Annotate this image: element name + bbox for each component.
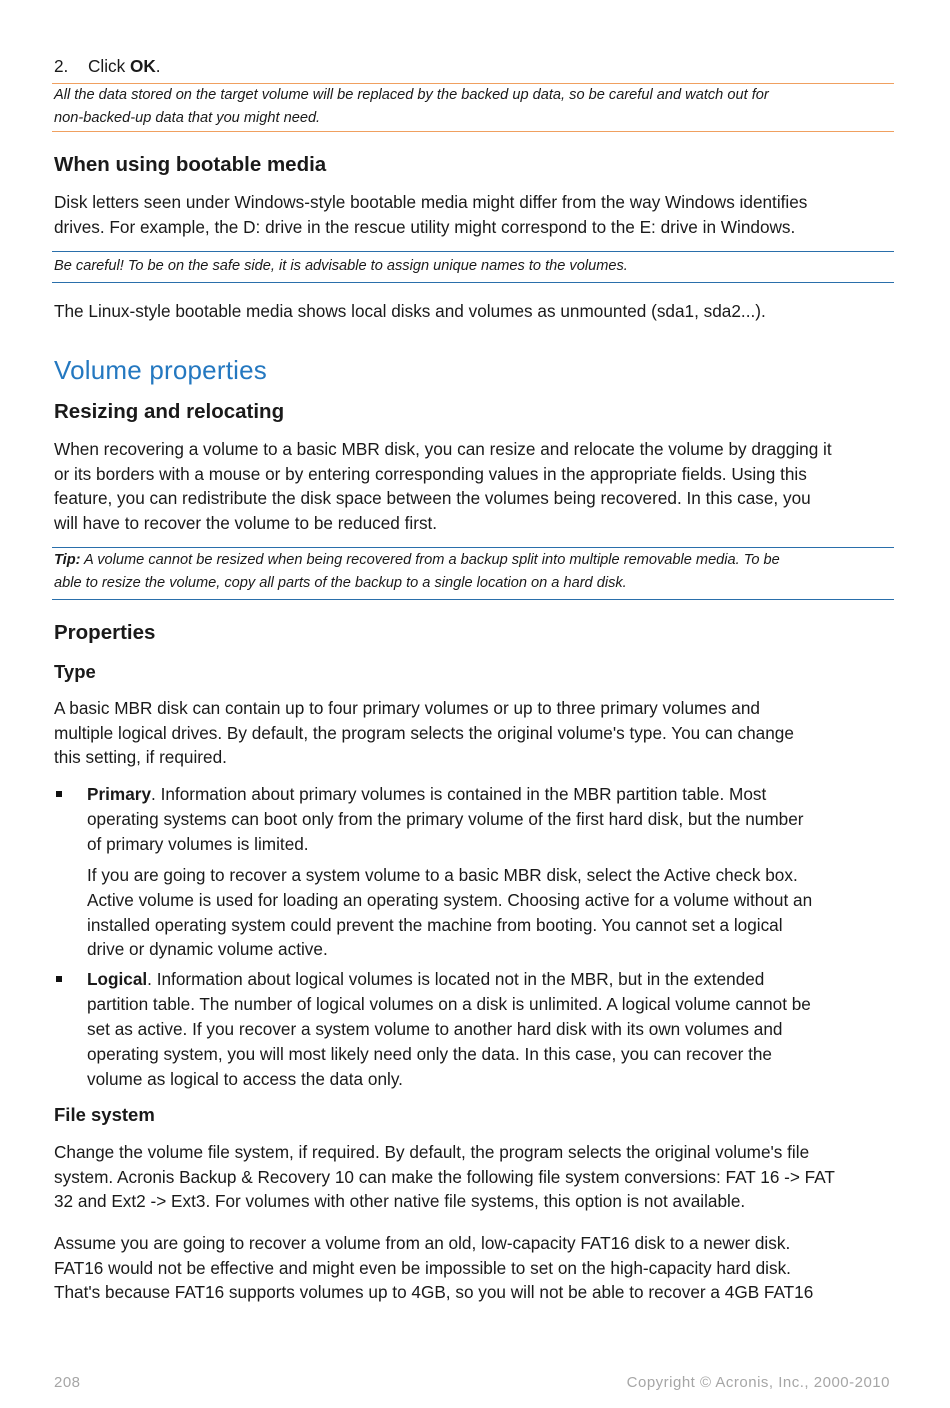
term-logical: Logical bbox=[87, 969, 148, 989]
note-line: All the data stored on the target volume will be replaced by the backed up data, so be careful and watch out for bbox=[54, 87, 769, 103]
term-primary: Primary bbox=[87, 784, 152, 804]
paragraph: The Linux-style bootable media shows local disks and volumes as unmounted (sda1, sda2...). bbox=[54, 301, 766, 321]
bullet-marker bbox=[56, 791, 62, 797]
paragraph: A basic MBR disk can contain up to four primary volumes or up to three primary volumes and multiple logical drives. By default, the program selects the original volume's type. You can change this setting, if required. bbox=[54, 698, 794, 768]
note-line: non-backed-up data that you might need. bbox=[54, 110, 321, 126]
copyright-notice: Copyright © Acronis, Inc., 2000-2010 bbox=[626, 1374, 890, 1391]
paragraph: Assume you are going to recover a volume from an old, low-capacity FAT16 disk to a newer disk. FAT16 would not be effective and might even be impossible to set on the high-capacity hard disk. That's because FAT16 supports volumes up to 4GB, so you will not be able to recover a 4GB FAT16 bbox=[54, 1233, 814, 1303]
paragraph: Disk letters seen under Windows-style bootable media might differ from the way Windows identifies drives. For example, the D: drive in the rescue utility might correspond to the E: drive in Windows. bbox=[54, 192, 808, 237]
step-ok-label: OK bbox=[130, 56, 156, 76]
subsection-heading: File system bbox=[54, 1104, 155, 1125]
list-item: Primary. Information about primary volumes is contained in the MBR partition table. Most operating systems can boot only from the primary volume of the first hard disk, but the number of primary volumes is limited. If you are going to recover a system volume to a basic MBR disk, select the Active check box. Active volume is used for loading an operating system. Choosing active for a volume without an installed operating system could prevent the machine from booting. You cannot set a logical drive or dynamic volume active. bbox=[54, 782, 894, 962]
warning-note bbox=[52, 83, 894, 132]
paragraph: Change the volume file system, if required. By default, the program selects the original volume's file system. Acronis Backup & Recovery 10 can make the following file system conversions: FAT 16 -> FAT 32 and Ext2 -> Ext3. For volumes with other native file systems, this option is not available. bbox=[54, 1142, 835, 1212]
step-text: Click bbox=[88, 56, 131, 76]
chapter-heading: Volume properties bbox=[54, 355, 267, 385]
caution-note: Be careful! To be on the safe side, it is advisable to assign unique names to the volumes. bbox=[52, 251, 894, 283]
tip-note: Tip: A volume cannot be resized when being recovered from a backup split into multiple removable media. To be able to resize the volume, copy all parts of the backup to a single location on a hard disk. bbox=[52, 547, 894, 600]
section-heading: Properties bbox=[54, 621, 156, 644]
subsection-heading: Type bbox=[54, 661, 96, 682]
step-item: 2. Click OK. bbox=[54, 56, 161, 76]
tip-label: Tip: bbox=[54, 552, 81, 568]
list-item: Logical. Information about logical volumes is located not in the MBR, but in the extended partition table. The number of logical volumes on a disk is unlimited. A logical volume cannot be set as active. If you recover a system volume to another hard disk with its own volumes and operating system, you will most likely need only the data. In this case, you can recover the volume as logical to access the data only. bbox=[54, 967, 894, 1092]
section-heading: When using bootable media bbox=[54, 153, 327, 176]
page-number: 208 bbox=[54, 1374, 81, 1391]
section-heading: Resizing and relocating bbox=[54, 400, 285, 423]
paragraph: When recovering a volume to a basic MBR disk, you can resize and relocate the volume by dragging it or its borders with a mouse or by entering corresponding values in the appropriate fields. Using this feature, you can redistribute the disk space between the volumes being recovered. In this case, you will have to recover the volume to be reduced first. bbox=[54, 439, 832, 533]
step-number: 2. bbox=[54, 56, 69, 76]
bullet-marker bbox=[56, 976, 62, 982]
